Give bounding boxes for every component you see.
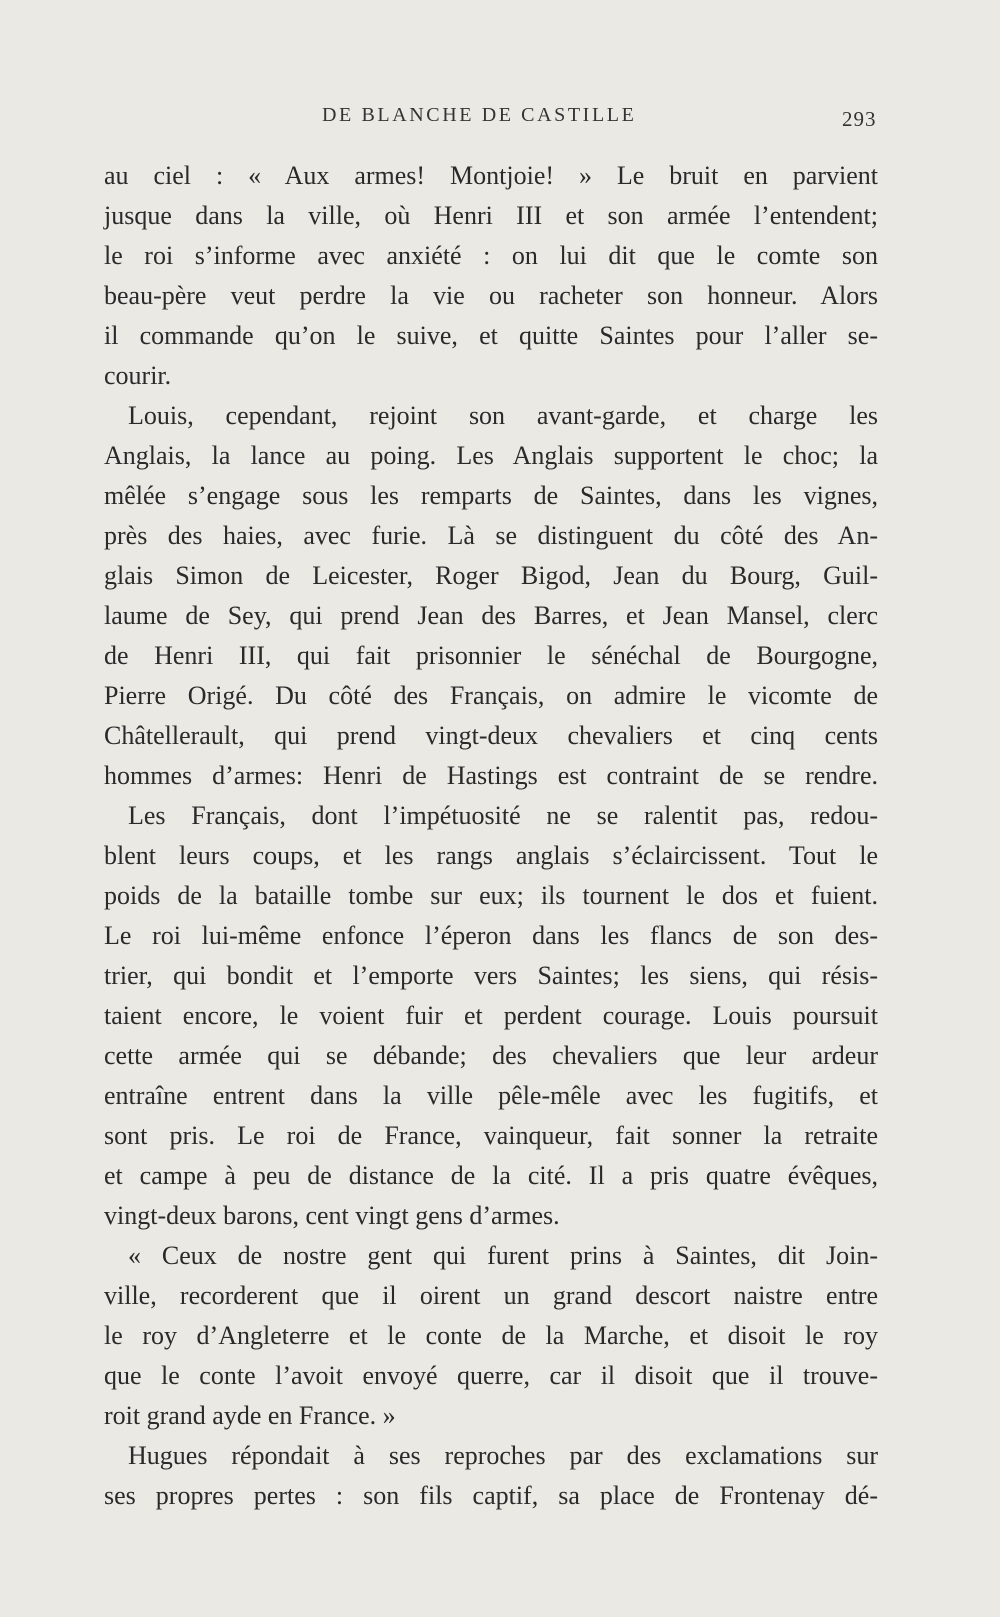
text-line: entraîne entrent dans la ville pêle-mêle avec les fugitifs, et [104,1081,878,1110]
text-line: poids de la bataille tombe sur eux; ils tournent le dos et fuient. [104,881,878,910]
text-line: il commande qu’on le suive, et quitte Saintes pour l’aller se- [104,321,878,350]
text-line: Hugues répondait à ses reproches par des exclamations sur [128,1441,878,1470]
text-line: près des haies, avec furie. Là se distinguent du côté des An- [104,521,878,550]
text-line: ses propres pertes : son fils captif, sa place de Frontenay dé- [104,1481,878,1510]
text-line: blent leurs coups, et les rangs anglais s’éclaircissent. Tout le [104,841,878,870]
body-text [104,156,878,1516]
text-line: Le roi lui-même enfonce l’éperon dans les flancs de son des- [104,921,878,950]
text-line: que le conte l’avoit envoyé querre, car il disoit que il trouve- [104,1361,878,1390]
text-line: Pierre Origé. Du côté des Français, on admire le vicomte de [104,681,878,710]
text-line: glais Simon de Leicester, Roger Bigod, Jean du Bourg, Guil- [104,561,878,590]
text-line: cette armée qui se débande; des chevaliers que leur ardeur [104,1041,878,1070]
text-line: roit grand ayde en France. » [104,1401,396,1430]
page-number: 293 [842,107,877,131]
text-line: trier, qui bondit et l’emporte vers Saintes; les siens, qui résis- [104,961,878,990]
text-line: laume de Sey, qui prend Jean des Barres, et Jean Mansel, clerc [104,601,878,630]
text-line: Louis, cependant, rejoint son avant-garde, et charge les [128,401,878,430]
text-line: courir. [104,361,172,390]
text-line: taient encore, le voient fuir et perdent courage. Louis poursuit [104,1001,878,1030]
text-line: sont pris. Le roi de France, vainqueur, fait sonner la retraite [104,1121,878,1150]
text-line: « Ceux de nostre gent qui furent prins à Saintes, dit Join- [128,1241,878,1270]
text-line: hommes d’armes: Henri de Hastings est contraint de se rendre. [104,761,878,790]
text-line: Châtellerault, qui prend vingt-deux chevaliers et cinq cents [104,721,878,750]
text-line: de Henri III, qui fait prisonnier le sénéchal de Bourgogne, [104,641,878,670]
text-line: Anglais, la lance au poing. Les Anglais supportent le choc; la [104,441,878,470]
text-line: le roy d’Angleterre et le conte de la Marche, et disoit le roy [104,1321,878,1350]
text-line: mêlée s’engage sous les remparts de Saintes, dans les vignes, [104,481,878,510]
running-title: DE BLANCHE DE CASTILLE [322,104,637,126]
text-line: jusque dans la ville, où Henri III et son armée l’entendent; [104,201,878,230]
running-head [0,104,1000,140]
text-line: Les Français, dont l’impétuosité ne se ralentit pas, redou- [128,801,878,830]
text-line: le roi s’informe avec anxiété : on lui dit que le comte son [104,241,878,270]
text-line: au ciel : « Aux armes! Montjoie! » Le bruit en parvient [104,161,878,190]
text-line: vingt-deux barons, cent vingt gens d’armes. [104,1201,560,1230]
text-line: et campe à peu de distance de la cité. Il a pris quatre évêques, [104,1161,878,1190]
text-line: beau-père veut perdre la vie ou racheter son honneur. Alors [104,281,878,310]
text-line: ville, recorderent que il oirent un grand descort naistre entre [104,1281,878,1310]
